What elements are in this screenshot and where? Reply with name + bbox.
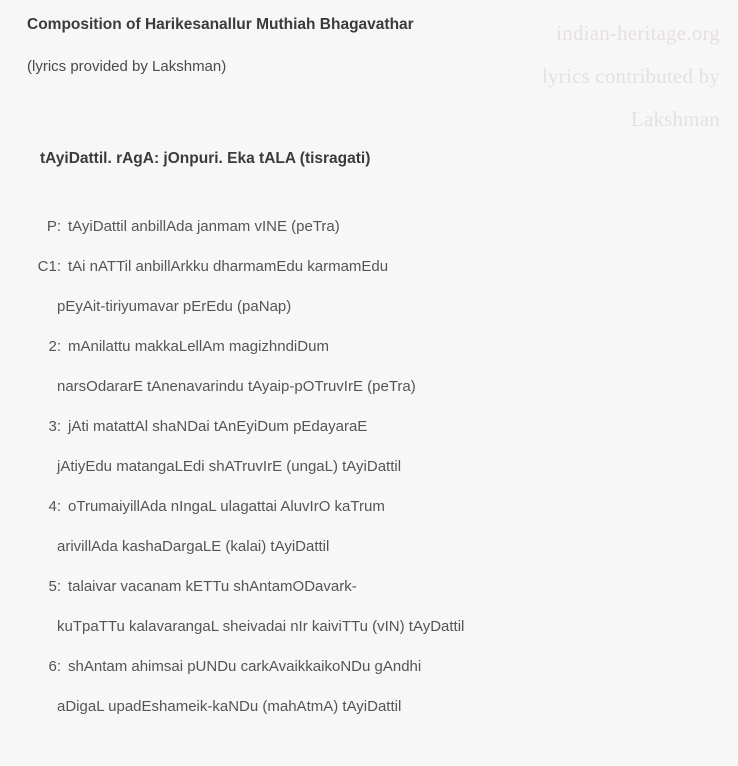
lyric-text: jAti matattAl shaNDai tAnEyiDum pEdayaraE [68, 418, 368, 435]
lyric-line [0, 567, 738, 607]
lyric-label: C1: [37, 258, 61, 275]
lyric-line [0, 447, 738, 487]
lyric-line [0, 687, 738, 727]
page-title: Composition of Harikesanallur Muthiah Bhagavathar [27, 16, 414, 33]
lyric-line [0, 647, 738, 687]
lyric-line [0, 607, 738, 647]
lyric-line [0, 407, 738, 447]
lyric-label: 6: [48, 658, 61, 675]
lyric-line [0, 287, 738, 327]
lyric-label: 2: [48, 338, 61, 355]
lyric-line [0, 207, 738, 247]
lyric-text: jAtiyEdu matangaLEdi shATruvIrE (ungaL) tAyiDattil [57, 458, 402, 475]
lyric-text: aDigaL upadEshameik-kaNDu (mahAtmA) tAyiDattil [57, 698, 402, 715]
lyric-label: 3: [48, 418, 61, 435]
lyric-text: kuTpaTTu kalavarangaL sheivadai nIr kaiviTTu (vIN) tAyDattil [57, 618, 465, 635]
lyric-text: arivillAda kashaDargaLE (kalai) tAyiDattil [57, 538, 330, 555]
lyric-line [0, 527, 738, 567]
lyric-label: 4: [48, 498, 61, 515]
lyric-text: narsOdararE tAnenavarindu tAyaip-pOTruvIrE (peTra) [57, 378, 416, 395]
document-header [27, 14, 527, 78]
watermark-line-site: indian-heritage.org [556, 21, 720, 45]
lyric-line [0, 327, 738, 367]
lyric-label: 5: [48, 578, 61, 595]
lyric-line [0, 367, 738, 407]
lyric-label: P: [46, 218, 61, 235]
lyrics-body [0, 207, 738, 727]
page-subtitle: (lyrics provided by Lakshman) [27, 58, 227, 75]
watermark-line-credit: lyrics contributed by [542, 64, 720, 88]
lyric-text: tAi nATTil anbillArkku dharmamEdu karmamEdu [68, 258, 389, 275]
lyric-text: mAnilattu makkaLellAm magizhndiDum [68, 338, 329, 355]
lyric-text: talaivar vacanam kETTu shAntamODavark- [68, 578, 357, 595]
lyric-line [0, 487, 738, 527]
lyric-text: tAyiDattil anbillAda janmam vINE (peTra) [68, 218, 340, 235]
song-heading: tAyiDattil. rAgA: jOnpuri. Eka tALA (tisragati) [40, 150, 371, 167]
lyric-line [0, 247, 738, 287]
watermark-line-contributor: Lakshman [630, 107, 720, 131]
lyric-text: shAntam ahimsai pUNDu carkAvaikkaikoNDu gAndhi [68, 658, 422, 675]
lyric-text: oTrumaiyillAda nIngaL ulagattai AluvIrO kaTrum [68, 498, 385, 515]
lyric-text: pEyAit-tiriyumavar pErEdu (paNap) [57, 298, 292, 315]
